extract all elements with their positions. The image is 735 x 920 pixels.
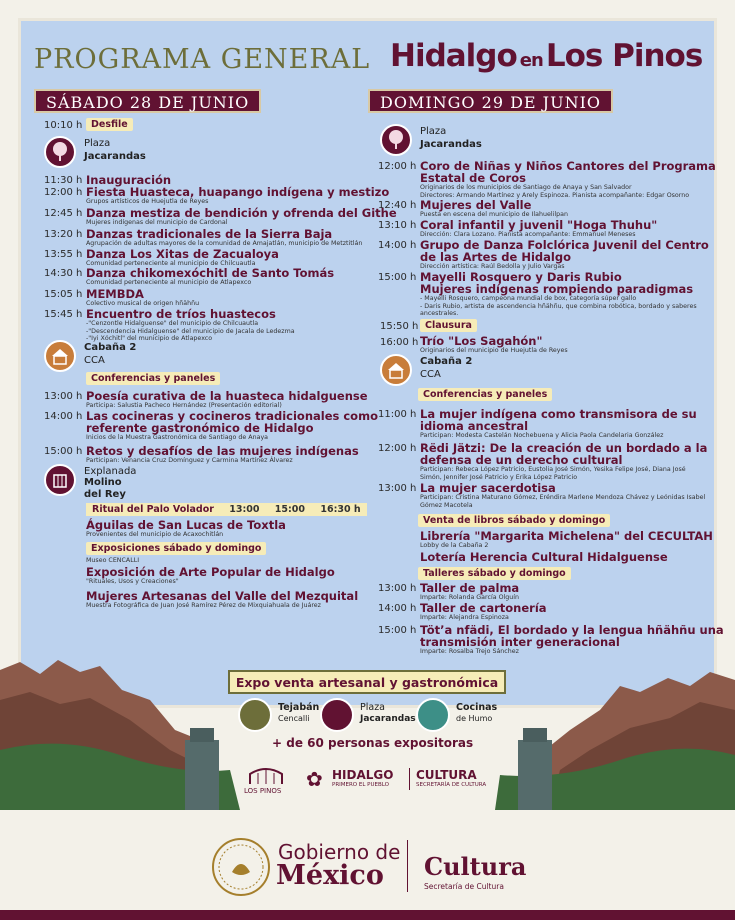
item-title: referente gastronómico de Hidalgo (86, 421, 314, 435)
item-sub: Provenientes del municipio de Acaxochitlán (86, 531, 224, 538)
venue-label-c: del Rey (84, 489, 126, 500)
item-title: Coro de Niñas y Niños Cantores del Programa (420, 159, 716, 173)
item-time: 14:00 h (44, 411, 83, 422)
item-sub: Imparte: Alejandra Espinoza (420, 614, 509, 621)
aguilas-item (86, 519, 286, 539)
clausura-time: 15:50 h (380, 321, 419, 332)
item-title: Taller de cartonería (420, 601, 547, 615)
item-title: Danza mestiza de bendición y ofrenda del Githe (86, 206, 397, 220)
logo-divider (409, 768, 410, 790)
schedule-item (86, 228, 362, 248)
item-sub: Gómez Macotela (420, 501, 473, 509)
item-time: 11:00 h (378, 409, 417, 420)
item-title: Danza chikomexóchitl de Santo Tomás (86, 266, 335, 280)
cultura-label: Cultura (424, 852, 527, 881)
event-title-b: Los Pinos (545, 38, 703, 74)
item-title: Librería "Margarita Michelena" del CECULTAH (420, 529, 713, 543)
item-time: 12:40 h (378, 200, 417, 211)
item-sub: -"Cenzontle Hidalguense" del municipio de Chilcuautla (86, 320, 259, 327)
schedule-item (420, 408, 697, 440)
item-title: Tötʼa nfädi, El bordado y la lengua hñähñu una (420, 623, 724, 637)
expo-venue-a: Cocinas (456, 702, 498, 713)
schedule-item (86, 410, 378, 442)
expo-venue-b: Jacarandas (360, 714, 416, 724)
national-seal-icon (212, 838, 270, 896)
clausura-tag: Clausura (420, 319, 477, 332)
expo-venue-b: de Humo (456, 714, 493, 723)
tejaban-icon (238, 698, 272, 732)
expo-venue-b: Cencalli (278, 714, 310, 723)
expo-title: Expo venta artesanal y gastronómica (228, 670, 506, 694)
item-time: 15:00 h (44, 446, 83, 457)
schedule-item (420, 582, 519, 602)
item-sub: Directores: Armando Martínez y Arely Espinoza. Pianista acompañante: Edgar Osorno (420, 191, 690, 199)
loteria-item (420, 551, 668, 563)
item-time: 12:00 h (44, 187, 83, 198)
item-time: 12:00 h (378, 443, 417, 454)
item-title: Poesía curativa de la huasteca hidalguense (86, 389, 368, 403)
item-title: Fiesta Huasteca, huapango indígena y mestizo (86, 185, 390, 199)
schedule-item (86, 207, 397, 227)
venue-label-a: Cabaña 2 (84, 342, 137, 353)
item-sub: - Daris Rubio, artista de ascendencia hñähñu, que combina robótica, bordado y saberes (420, 302, 697, 310)
item-title: Águilas de San Lucas de Toxtla (86, 518, 286, 532)
jacaranda-tree-icon (320, 698, 354, 732)
schedule-item (420, 482, 705, 509)
item-sub: Dirección artística: Raúl Bedolla y Julio Vargas (420, 263, 565, 270)
footer-divider (407, 840, 408, 892)
trio-time: 16:00 h (380, 337, 419, 348)
item-time: 14:00 h (378, 603, 417, 614)
hidalgo-label: HIDALGO (332, 768, 394, 782)
trio-item (420, 335, 568, 355)
item-title: Mayelli Rosquero y Daris Rubio (420, 270, 622, 284)
talleres-tag: Talleres sábado y domingo (418, 567, 571, 580)
hidalgo-flower-icon: ✿ (306, 767, 323, 791)
venue-label-b: Molino (84, 477, 122, 488)
item-time: 13:00 h (378, 583, 417, 594)
venue-label-b: CCA (420, 369, 441, 380)
event-title-a: Hidalgo (390, 38, 517, 74)
mill-icon (44, 464, 76, 496)
ritual-time: 16:30 h (320, 504, 361, 515)
expos-museo: Museo CENCALLI (86, 557, 140, 564)
libreria-item (420, 530, 713, 550)
los-pinos-label: LOS PINOS (244, 787, 282, 795)
item-time: 11:30 h (44, 175, 83, 186)
desfile-time: 10:10 h (44, 120, 83, 131)
footer-band (0, 910, 735, 920)
item-title: Danzas tradicionales de la Sierra Baja (86, 227, 333, 241)
schedule-item (86, 288, 199, 308)
item-title: Inauguración (86, 173, 172, 187)
item-time: 13:00 h (44, 391, 83, 402)
item-time: 15:00 h (378, 625, 417, 636)
schedule-item (420, 219, 657, 239)
schedule-item (86, 267, 334, 287)
item-sub: Inicios de la Muestra Gastronómica de Santiago de Anaya (86, 434, 269, 441)
item-title: Las cocineras y cocineros tradicionales como (86, 409, 378, 423)
item-title: Retos y desafíos de las mujeres indígenas (86, 444, 359, 458)
item-title: idioma ancestral (420, 419, 529, 433)
item-time: 14:30 h (44, 268, 83, 279)
item-time: 15:00 h (378, 272, 417, 283)
item-time: 14:00 h (378, 240, 417, 251)
expositores-count: + de 60 personas expositoras (272, 736, 474, 750)
item-title: defensa de un derecho cultural (420, 453, 623, 467)
cultura-sub: Secretaría de Cultura (424, 882, 504, 891)
item-sub: Simón, Jennifer José Patricio y Erika López Patricio (420, 473, 578, 481)
ritual-time: 15:00 (274, 504, 306, 515)
schedule-item (420, 160, 716, 199)
jacaranda-tree-icon (44, 136, 76, 168)
venue-label-a: Explanada (84, 466, 137, 477)
schedule-item (86, 186, 389, 206)
expo1-item (86, 566, 335, 586)
item-sub: Puesta en escena del municipio de Ilahuelilpan (420, 211, 568, 218)
item-title: Grupo de Danza Folclórica Juvenil del Centro (420, 238, 709, 252)
item-sub: Colectivo musical de origen hñähñu (86, 300, 200, 307)
ritual-label: Ritual del Palo Volador (92, 504, 214, 515)
item-title: Rëdi Jätzi: De la creación de un bordado a la (420, 441, 708, 455)
mexico-label: México (276, 860, 384, 891)
item-sub: Dirección: Clara Lozano. Pianista acompañante: Emmanuel Meneses (420, 231, 636, 238)
schedule-item (86, 390, 368, 410)
item-sub: Originarios del municipio de Huejutla de Reyes (420, 347, 568, 354)
venue-label-b: Jacarandas (84, 151, 146, 162)
kitchen-icon (416, 698, 450, 732)
venue-label-a: Plaza (84, 138, 111, 149)
item-title: Mujeres indígenas rompiendo paradigmas (420, 282, 694, 296)
item-time: 13:55 h (44, 249, 83, 260)
item-sub: Participan: Cristina Maturano Gómez, Eréndira Marlene Mendoza Chávez y Leónidas Isabel (420, 494, 706, 501)
item-title: Exposición de Arte Popular de Hidalgo (86, 565, 335, 579)
item-sub: Participa: Salustia Pacheco Hernández (Presentación editorial) (86, 402, 282, 409)
expo-venue-a: Plaza (360, 702, 385, 713)
item-sub: -"Descendencia Hidalguense" del municipio de Jacala de Ledezma (86, 327, 295, 335)
desfile-tag: Desfile (86, 118, 133, 131)
item-sub: Comunidad perteneciente al municipio de Chilcuautla (86, 260, 256, 267)
schedule-item (86, 445, 359, 465)
item-title: Lotería Herencia Cultural Hidalguense (420, 550, 668, 564)
libros-tag: Venta de libros sábado y domingo (418, 514, 610, 527)
venue-label-b: CCA (84, 355, 105, 366)
schedule-item (420, 239, 709, 271)
item-sub: Comunidad perteneciente al municipio de Atlapexco (86, 279, 252, 286)
item-time: 15:05 h (44, 289, 83, 300)
saturday-banner: SÁBADO 28 DE JUNIO (34, 89, 261, 113)
item-sub: Originarios de los municipios de Santiago de Anaya y San Salvador (420, 184, 632, 191)
item-title: transmisión inter generacional (420, 635, 620, 649)
item-title: MEMBDA (86, 287, 144, 301)
venue-label-b: Jacarandas (420, 139, 482, 150)
item-title: Estatal de Coros (420, 171, 526, 185)
item-title: Trío "Los Sagahón" (420, 334, 543, 348)
item-sub: Grupos artísticos de Huejutla de Reyes (86, 198, 209, 205)
footer (0, 810, 735, 920)
item-sub: "Rituales, Usos y Creaciones" (86, 578, 179, 585)
item-sub: -"Iyi Xóchitl" del municipio de Atlapexco (86, 335, 213, 342)
sat-conf-tag: Conferencias y paneles (86, 372, 220, 385)
item-time: 15:45 h (44, 309, 83, 320)
event-title (390, 38, 702, 74)
schedule-item (86, 308, 295, 343)
sun-conf-tag: Conferencias y paneles (418, 388, 552, 401)
los-pinos-logo-icon (246, 764, 286, 786)
cabin-icon (44, 340, 76, 372)
venue-label-a: Cabaña 2 (420, 356, 473, 367)
item-title: Encuentro de tríos huastecos (86, 307, 276, 321)
schedule-item (420, 271, 697, 318)
item-sub: Lobby de la Cabaña 2 (420, 542, 489, 549)
expo-venue-a: Tejabán (278, 702, 320, 713)
item-sub: Muestra Fotográfica de Juan José Ramírez Pérez de Mixquiahuala de Juárez (86, 602, 321, 609)
venue-label-a: Plaza (420, 126, 447, 137)
item-time: 12:45 h (44, 208, 83, 219)
item-sub: Imparte: Rosalba Trejo Sánchez (420, 648, 519, 655)
program-title: PROGRAMA GENERAL (34, 44, 371, 75)
item-sub: Participan: Venancia Cruz Domínguez y Carmina Martínez Álvarez (86, 457, 293, 464)
item-sub: ancestrales. (420, 310, 459, 317)
item-title: Danza Los Xitas de Zacualoya (86, 247, 279, 261)
item-time: 12:00 h (378, 161, 417, 172)
ritual-time: 13:00 (229, 504, 260, 515)
item-title: La mujer indígena como transmisora de su (420, 407, 697, 421)
item-sub: Participan: Modesta Castelán Nochebuena y Alicia Paola Candelaria González (420, 432, 664, 439)
cabin-icon (380, 354, 412, 386)
item-sub: Agrupación de adultas mayores de la comunidad de Amajatlán, municipio de Metztitlán (86, 240, 363, 247)
schedule-item (420, 442, 707, 481)
item-title: Mujeres Artesanas del Valle del Mezquital (86, 589, 359, 603)
expos-tag: Exposiciones sábado y domingo (86, 542, 266, 555)
gobierno-label: Gobierno de (278, 840, 401, 864)
item-title: Taller de palma (420, 581, 520, 595)
ritual-tag (86, 503, 367, 516)
item-title: Coral infantil y juvenil "Hoga Thuhu" (420, 218, 658, 232)
hidalgo-sub: PRIMERO EL PUEBLO (332, 782, 389, 788)
cultura-sub: SECRETARÍA DE CULTURA (416, 782, 487, 788)
item-sub: Imparte: Rolanda García Olguín (420, 594, 519, 601)
item-title: de las Artes de Hidalgo (420, 250, 571, 264)
jacaranda-tree-icon (380, 124, 412, 156)
item-time: 13:10 h (378, 220, 417, 231)
item-time: 13:00 h (378, 483, 417, 494)
item-sub: Participan: Rebeca López Patricio, Eustolia José Simón, Yesika Felipe José, Diana José (420, 466, 686, 473)
schedule-item (420, 199, 568, 219)
item-time: 13:20 h (44, 229, 83, 240)
schedule-item (86, 248, 279, 268)
sunday-banner: DOMINGO 29 DE JUNIO (368, 89, 613, 113)
item-title: La mujer sacerdotisa (420, 481, 556, 495)
cultura-label: CULTURA (416, 768, 477, 782)
item-sub: Mujeres indígenas del municipio de Cardonal (86, 219, 228, 226)
item-title: Mujeres del Valle (420, 198, 532, 212)
event-title-en: en (519, 50, 543, 71)
item-sub: - Mayelli Rosquero, campeona mundial de box, categoría súper gallo (420, 295, 637, 302)
